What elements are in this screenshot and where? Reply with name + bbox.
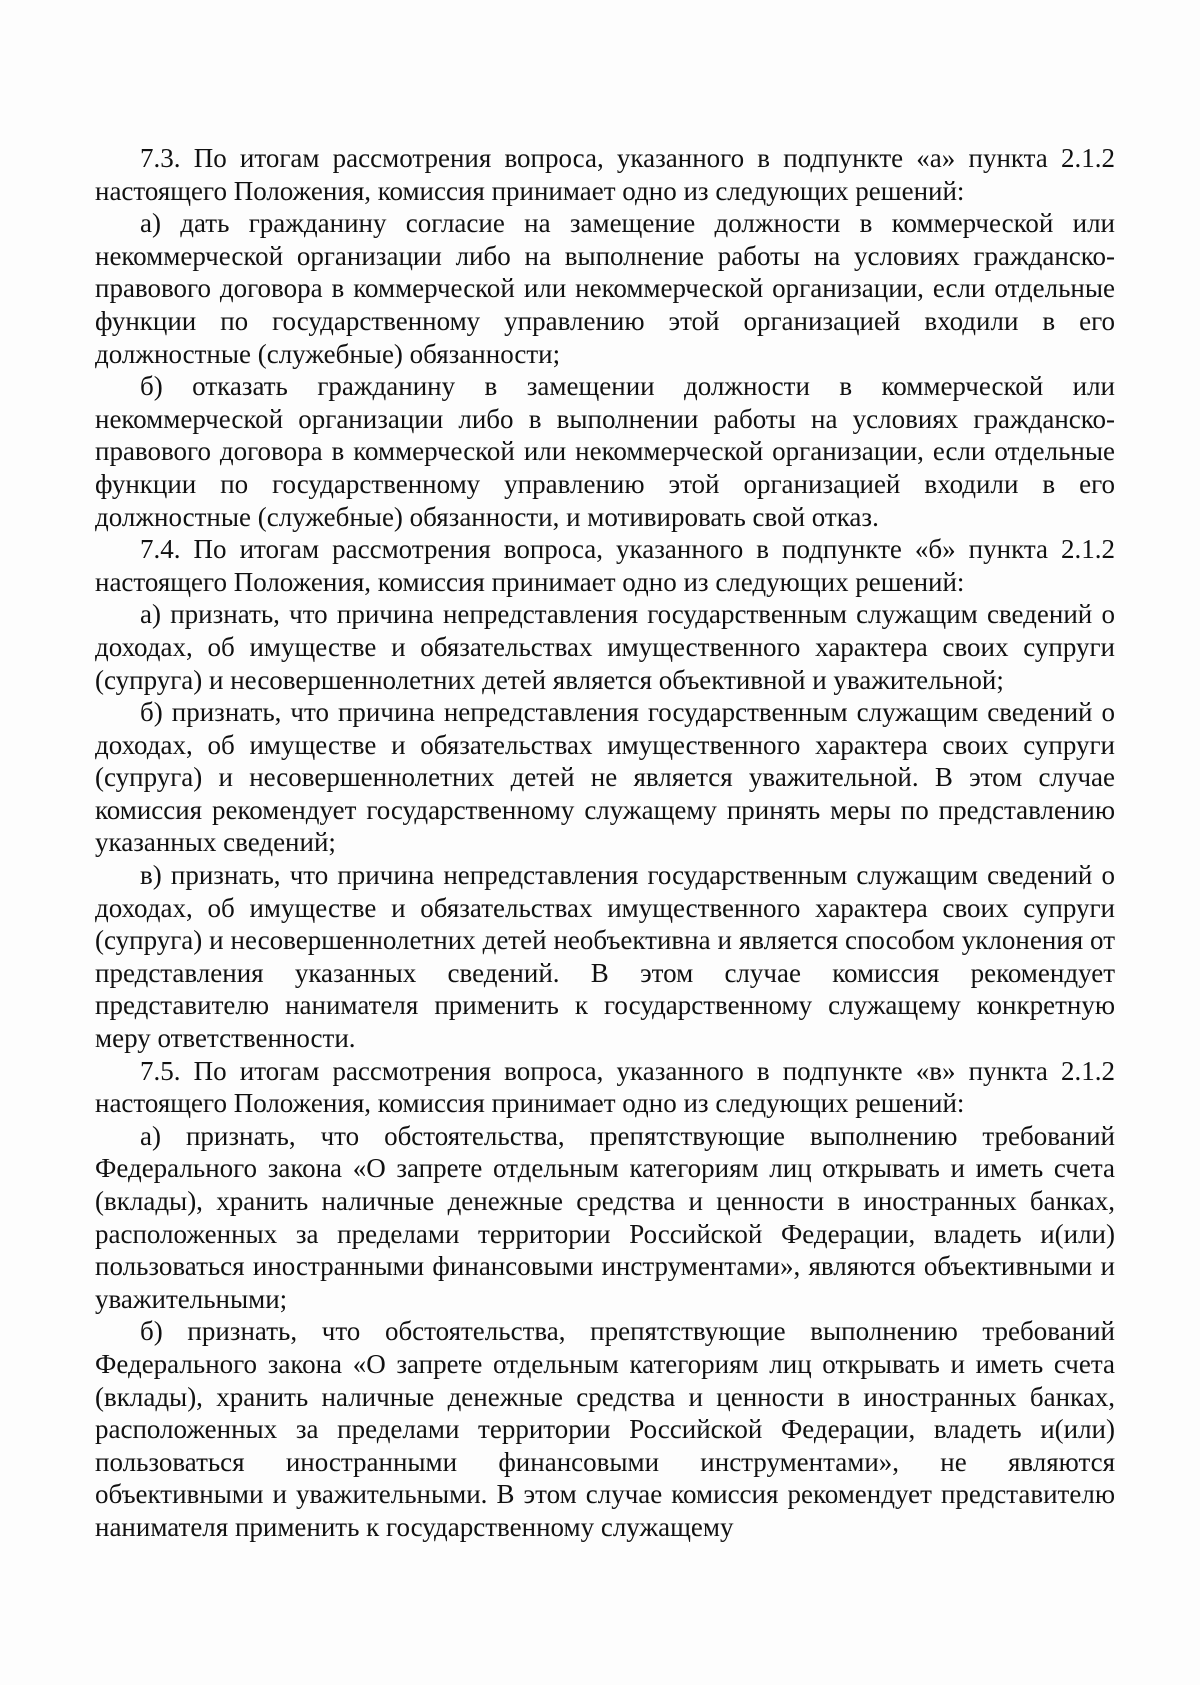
- paragraph-7-5: 7.5. По итогам рассмотрения вопроса, указанного в подпункте «в» пункта 2.1.2 настоящего Положения, комиссия принимает одно из следующих решений:: [95, 1055, 1115, 1119]
- paragraph-7-4-a: а) признать, что причина непредставления государственным служащим сведений о доходах, об имуществе и обязательствах имущественного характера своих супруги (супруга) и несовершеннолетних детей является объективной и уважительной;: [95, 599, 1115, 695]
- document-body: [95, 142, 1115, 1544]
- paragraph-7-3-b: б) отказать гражданину в замещении должности в коммерческой или некоммерческой организации либо в выполнении работы на условиях гражданско-правового договора в коммерческой или некоммерческой организации, если отдельные функции по государственному управлению этой организацией входили в его должностные (служебные) обязанности, и мотивировать свой отказ.: [95, 371, 1115, 532]
- paragraph-7-5-b: б) признать, что обстоятельства, препятствующие выполнению требований Федерального закона «О запрете отдельным категориям лиц открывать и иметь счета (вклады), хранить наличные денежные средства и ценности в иностранных банках, расположенных за пределами территории Российской Федерации, владеть и(или) пользоваться иностранными финансовыми инструментами», не являются объективными и уважительными. В этом случае комиссия рекомендует представителю нанимателя применить к государственному служащему: [95, 1316, 1115, 1542]
- paragraph-7-5-a: а) признать, что обстоятельства, препятствующие выполнению требований Федерального закона «О запрете отдельным категориям лиц открывать и иметь счета (вклады), хранить наличные денежные средства и ценности в иностранных банках, расположенных за пределами территории Российской Федерации, владеть и(или) пользоваться иностранными финансовыми инструментами», являются объективными и уважительными;: [95, 1120, 1115, 1314]
- paragraph-7-4-v: в) признать, что причина непредставления государственным служащим сведений о доходах, об имуществе и обязательствах имущественного характера своих супруги (супруга) и несовершеннолетних детей необъективна и является способом уклонения от представления указанных сведений. В этом случае комиссия рекомендует представителю нанимателя применить к государственному служащему конкретную меру ответственности.: [95, 860, 1115, 1054]
- paragraph-7-3-a: а) дать гражданину согласие на замещение должности в коммерческой или некоммерческой организации либо на выполнение работы на условиях гражданско-правового договора в коммерческой или некоммерческой организации, если отдельные функции по государственному управлению этой организацией входили в его должностные (служебные) обязанности;: [95, 208, 1115, 369]
- paragraph-7-3: 7.3. По итогам рассмотрения вопроса, указанного в подпункте «а» пункта 2.1.2 настоящего Положения, комиссия принимает одно из следующих решений:: [95, 143, 1115, 206]
- paragraph-7-4: 7.4. По итогам рассмотрения вопроса, указанного в подпункте «б» пункта 2.1.2 настоящего Положения, комиссия принимает одно из следующих решений:: [95, 534, 1115, 597]
- paragraph-7-4-b: б) признать, что причина непредставления государственным служащим сведений о доходах, об имуществе и обязательствах имущественного характера своих супруги (супруга) и несовершеннолетних детей не является уважительной. В этом случае комиссия рекомендует государственному служащему принять меры по представлению указанных сведений;: [95, 697, 1115, 858]
